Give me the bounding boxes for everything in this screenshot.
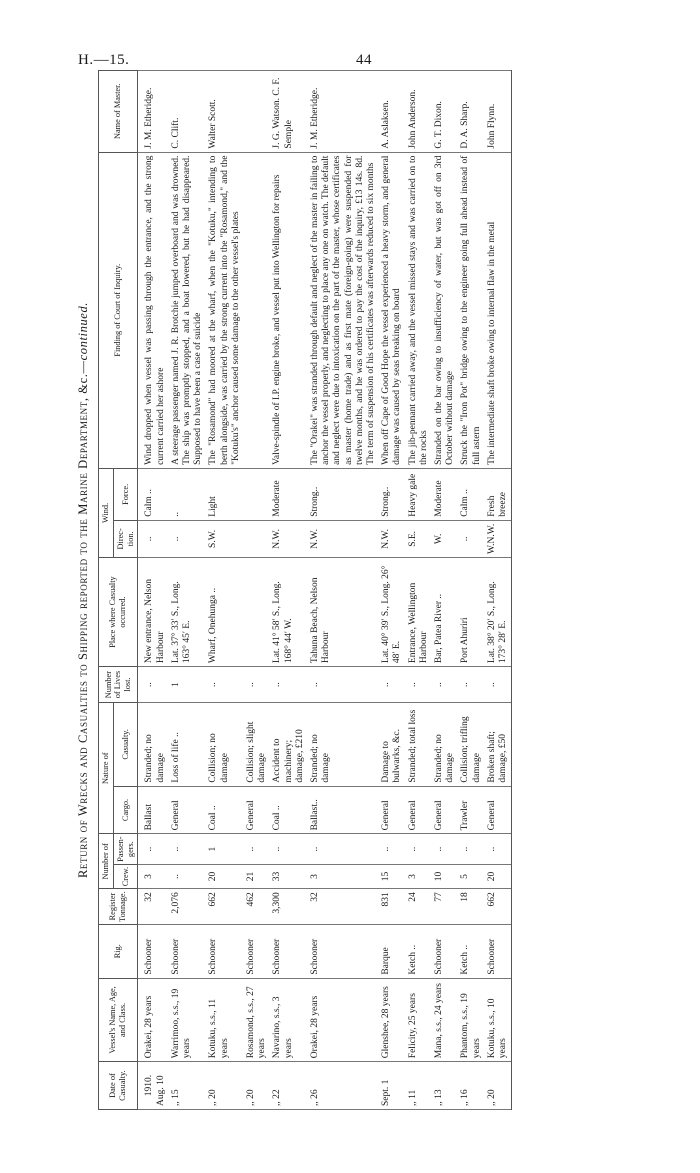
cell-direction (244, 520, 270, 557)
cell-crew: 20 (206, 864, 244, 889)
cell-casualty: Loss of life .. (169, 703, 207, 787)
cell-master: C. Clift. (169, 71, 207, 153)
cell-passengers: .. (458, 834, 484, 864)
cell-lives: 1 (169, 667, 207, 703)
cell-force: Fresh breeze (485, 468, 512, 520)
cell-tonnage: 462 (244, 889, 270, 925)
cell-force: Moderate (270, 468, 308, 520)
cell-tonnage: 662 (206, 889, 244, 925)
cell-year: 1910. (144, 1074, 155, 1097)
rotated-table-region (76, 70, 656, 1110)
table-row (379, 71, 405, 1110)
cell-finding: Struck the "Iron Pot" bridge owing to the engineer going full ahead instead of full astern (458, 152, 484, 468)
cell-master: John Flynn. (485, 71, 512, 153)
cell-cargo: General (432, 786, 458, 834)
cell-lives: .. (406, 667, 432, 703)
cell-place: Port Ahuriri (458, 557, 484, 666)
cell-crew: 3 (138, 864, 169, 889)
header-casualty: Casualty. (113, 703, 138, 787)
cell-date: ,, 16 (458, 1062, 484, 1110)
cell-direction: N.W. (379, 520, 405, 557)
header-lives-lost: Number of Lives lost. (99, 667, 138, 703)
cell-place: Entrance, Wellington Harbour (406, 557, 432, 666)
cell-place: Tahuna Beach, Nelson Harbour (308, 557, 379, 666)
cell-tonnage: 32 (138, 889, 169, 925)
cell-force: Light (206, 468, 244, 520)
header-date: Date of Casualty. (99, 1062, 138, 1110)
cell-crew: 15 (379, 864, 405, 889)
cell-place (244, 557, 270, 666)
cell-date: ,, 13 (432, 1062, 458, 1110)
casualty-table (98, 70, 512, 1110)
cell-lives: .. (432, 667, 458, 703)
cell-direction: .. (169, 520, 207, 557)
cell-cargo: General (244, 786, 270, 834)
cell-crew: 33 (270, 864, 308, 889)
cell-direction: W.N.W. (485, 520, 512, 557)
cell-casualty: Stranded; no damage (138, 703, 169, 787)
cell-cargo: General (406, 786, 432, 834)
table-row (270, 71, 308, 1110)
table-row (169, 71, 207, 1110)
cell-lives: .. (458, 667, 484, 703)
cell-rig: Schooner (244, 924, 270, 978)
cell-tonnage: 18 (458, 889, 484, 925)
cell-vessel: Kotuku, s.s., 10 years (485, 978, 512, 1062)
title-prefix: Return of Wrecks and Casualties to Shipping reported to the (76, 518, 90, 879)
cell-date: ,, 22 (270, 1062, 308, 1110)
header-direction: Direc-tion. (113, 520, 138, 557)
cell-force: Strong.. (308, 468, 379, 520)
cell-master: G. T. Dixon. (432, 71, 458, 153)
cell-casualty: Damage to bulwarks, &c. (379, 703, 405, 787)
header-number-of: Number of (99, 834, 114, 889)
title-continued: continued. (76, 301, 90, 361)
cell-vessel: Phantom, s.s., 19 years (458, 978, 484, 1062)
cell-force: Calm .. (458, 468, 484, 520)
cell-finding (244, 152, 270, 468)
cell-casualty: Collision; slight damage (244, 703, 270, 787)
header-master: Name of Master. (99, 71, 138, 153)
title-suffix: , &c.— (76, 360, 90, 402)
cell-crew: 10 (432, 864, 458, 889)
cell-date: ,, 11 (406, 1062, 432, 1110)
cell-cargo: Coal .. (270, 786, 308, 834)
cell-casualty: Stranded; no damage (308, 703, 379, 787)
cell-vessel: Warrimoo, s.s., 19 years (169, 978, 207, 1062)
cell-master: John Anderson. (406, 71, 432, 153)
cell-cargo: General (485, 786, 512, 834)
table-row (485, 71, 512, 1110)
cell-date (138, 1062, 169, 1110)
cell-finding: The "Rosamond" had moored at the wharf, when the "Kotuku," intending to berth alongside, was carried by the strong current into the "Rosamond," and the "Kotuku's" anchor caused some damage to the other vessel's plates (206, 152, 244, 468)
cell-master: A. Aslaksen. (379, 71, 405, 153)
cell-force: Strong.. (379, 468, 405, 520)
cell-place: Wharf, Onehunga .. (206, 557, 244, 666)
cell-passengers: .. (308, 834, 379, 864)
cell-master (244, 71, 270, 153)
cell-tonnage: 32 (308, 889, 379, 925)
cell-crew: .. (169, 864, 207, 889)
title-dept: Marine Department (76, 401, 90, 515)
header-tonnage: Register Tonnage. (99, 889, 138, 925)
cell-cargo: Trawler (458, 786, 484, 834)
cell-master: J. G. Watson. C. F. Semple (270, 71, 308, 153)
cell-direction: .. (138, 520, 169, 557)
cell-date: ,, 20 (485, 1062, 512, 1110)
cell-crew: 5 (458, 864, 484, 889)
cell-force: .. (169, 468, 207, 520)
cell-master: D. A. Sharp. (458, 71, 484, 153)
header-row-1 (99, 71, 114, 1110)
cell-force: Moderate (432, 468, 458, 520)
cell-rig: Schooner (169, 924, 207, 978)
cell-rig: Schooner (206, 924, 244, 978)
cell-tonnage: 662 (485, 889, 512, 925)
header-nature-of: Nature of (99, 703, 114, 834)
cell-tonnage: 77 (432, 889, 458, 925)
table-row (308, 71, 379, 1110)
cell-cargo: Coal .. (206, 786, 244, 834)
table-row (458, 71, 484, 1110)
cell-direction: S.E. (406, 520, 432, 557)
cell-place: Bar, Patea River .. (432, 557, 458, 666)
cell-finding: The "Orakei" was stranded through default and neglect of the master in failing to anchor the vessel properly, and neglecting to place any one on watch. The default and neglect were due to intoxication on the part of the master, whose certificates as master (home trade) and as first mate (foreign-going) were suspended for twelve months, and he was ordered to pay the cost of the inquiry, £13 14s. 8d. The term of suspension of his certificates was afterwards reduced to six months (308, 152, 379, 468)
cell-cargo: General (379, 786, 405, 834)
cell-crew: 3 (308, 864, 379, 889)
cell-passengers: .. (244, 834, 270, 864)
cell-lives: .. (270, 667, 308, 703)
report-reference: H.—15. (78, 52, 130, 68)
cell-rig: Barque (379, 924, 405, 978)
cell-crew: 21 (244, 864, 270, 889)
cell-passengers: .. (432, 834, 458, 864)
cell-vessel: Felicity, 25 years (406, 978, 432, 1062)
table-title (76, 70, 91, 1110)
table-row (406, 71, 432, 1110)
cell-place: Lat. 40° 39′ S., Long. 26° 48′ E. (379, 557, 405, 666)
cell-date: ,, 20 (244, 1062, 270, 1110)
cell-finding: The intermediate shaft broke owing to internal flaw in the metal (485, 152, 512, 468)
cell-vessel: Mana, s.s., 24 years (432, 978, 458, 1062)
header-force: Force. (113, 468, 138, 520)
cell-casualty: Broken shaft; damage, £50 (485, 703, 512, 787)
cell-direction: W. (432, 520, 458, 557)
cell-passengers: .. (379, 834, 405, 864)
cell-finding: When off Cape of Good Hope the vessel experienced a heavy storm, and general damage was caused by seas breaking on board (379, 152, 405, 468)
cell-passengers: .. (138, 834, 169, 864)
header-passengers: Passen-gers. (113, 834, 138, 864)
cell-passengers: .. (485, 834, 512, 864)
table-row (244, 71, 270, 1110)
cell-tonnage: 24 (406, 889, 432, 925)
cell-vessel: Orakei, 28 years (308, 978, 379, 1062)
cell-cargo: Ballast.. (308, 786, 379, 834)
cell-tonnage: 2,076 (169, 889, 207, 925)
cell-rig: Schooner (485, 924, 512, 978)
cell-master: Walter Scott. (206, 71, 244, 153)
header-cargo: Cargo. (113, 786, 138, 834)
cell-vessel: Kotuku, s.s., 11 years (206, 978, 244, 1062)
cell-cargo: Ballast (138, 786, 169, 834)
cell-passengers: .. (406, 834, 432, 864)
cell-rig: Schooner (138, 924, 169, 978)
cell-place: Lat. 41° 58′ S., Long. 168° 44′ W. (270, 557, 308, 666)
cell-force: Heavy gale (406, 468, 432, 520)
cell-crew: 20 (485, 864, 512, 889)
cell-tonnage: 3,300 (270, 889, 308, 925)
table-row (138, 71, 169, 1110)
cell-finding: Valve-spindle of I.P. engine broke, and vessel put into Wellington for repairs (270, 152, 308, 468)
header-finding: Finding of Court of Inquiry. (99, 152, 138, 468)
cell-casualty: Collision; no damage (206, 703, 244, 787)
cell-master: J. M. Etheridge. (138, 71, 169, 153)
cell-date: ,, 20 (206, 1062, 244, 1110)
cell-finding: A steerage passenger named J. R. Brotchie jumped overboard and was drowned. The ship was promptly stopped, and a boat lowered, but he had disappeared. Supposed to have been a case of suicide (169, 152, 207, 468)
cell-lives: .. (485, 667, 512, 703)
header-wind: Wind. (99, 468, 114, 557)
cell-force (244, 468, 270, 520)
cell-finding: The jib-pennant carried away, and the vessel missed stays and was carried on to the rocks (406, 152, 432, 468)
cell-passengers: .. (270, 834, 308, 864)
cell-casualty: Stranded; no damage (432, 703, 458, 787)
cell-date: Sept. 1 (379, 1062, 405, 1110)
cell-rig: Schooner (432, 924, 458, 978)
cell-rig: Ketch .. (458, 924, 484, 978)
cell-vessel: Orakei, 28 years (138, 978, 169, 1062)
cell-vessel: Glenshee, 28 years (379, 978, 405, 1062)
header-rig: Rig. (99, 924, 138, 978)
cell-vessel: Navarino, s.s., 3 years (270, 978, 308, 1062)
header-place: Place where Casualty occurred. (99, 557, 138, 666)
cell-master: J. M. Etheridge. (308, 71, 379, 153)
cell-casualty: Accident to machinery; damage, £210 (270, 703, 308, 787)
cell-lives: .. (244, 667, 270, 703)
cell-direction: .. (458, 520, 484, 557)
cell-place: Lat. 38° 20′ S., Long. 173° 28′ E. (485, 557, 512, 666)
cell-vessel: Rosamond, s.s., 27 years (244, 978, 270, 1062)
cell-force: Calm .. (138, 468, 169, 520)
cell-tonnage: 831 (379, 889, 405, 925)
cell-date: ,, 26 (308, 1062, 379, 1110)
cell-lives: .. (308, 667, 379, 703)
cell-date: ,, 15 (169, 1062, 207, 1110)
cell-place: Lat. 37° 33′ S., Long. 163° 45′ E. (169, 557, 207, 666)
page-number: 44 (356, 52, 372, 68)
cell-casualty: Collision; trifling damage (458, 703, 484, 787)
cell-crew: 3 (406, 864, 432, 889)
cell-rig: Schooner (270, 924, 308, 978)
header-vessel: Vessel's Name, Age, and Class. (99, 978, 138, 1062)
cell-lives: .. (138, 667, 169, 703)
cell-direction: S.W. (206, 520, 244, 557)
cell-finding: Wind dropped when vessel was passing through the entrance, and the strong current carried her ashore (138, 152, 169, 468)
cell-direction: N.W. (308, 520, 379, 557)
cell-passengers: 1 (206, 834, 244, 864)
cell-cargo: General (169, 786, 207, 834)
table-row (432, 71, 458, 1110)
cell-finding: Stranded on the bar owing to insufficiency of water, but was got off on 3rd October without damage (432, 152, 458, 468)
cell-passengers: .. (169, 834, 207, 864)
cell-date-text: Aug. 10 (155, 1075, 166, 1106)
cell-rig: Ketch .. (406, 924, 432, 978)
header-crew: Crew. (113, 864, 138, 889)
cell-casualty: Stranded; total loss (406, 703, 432, 787)
cell-direction: N.W. (270, 520, 308, 557)
cell-rig: Schooner (308, 924, 379, 978)
table-row (206, 71, 244, 1110)
cell-lives: .. (206, 667, 244, 703)
cell-place: New entrance, Nelson Harbour (138, 557, 169, 666)
cell-lives: .. (379, 667, 405, 703)
